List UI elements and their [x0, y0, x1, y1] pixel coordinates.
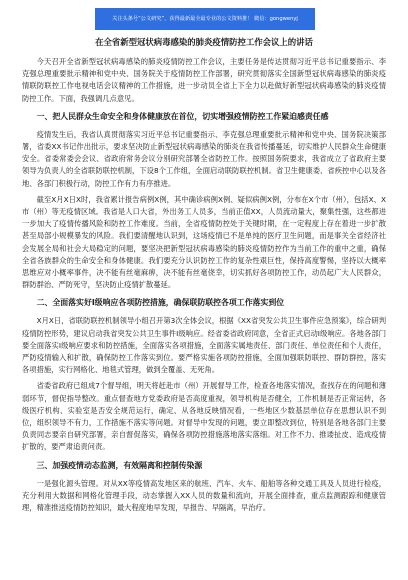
section-2-paragraph-2: 省委省政府已组成7个督导组，明天将赶赴市（州）开展督导工作，检查各地落实情况，查找存在的问题和薄弱环节，督促指导整改。重点督查地方党委政府是否高度重视，领导机构是否健全，工作机制是否正常运转，各级医疗机构、实验室是否安全规范运行，确定、从各地反映情况看，一些地区少数基层单位存在思想认识不到位，组织领导不有力，工作措施不落实等问题。对督导中发现的问题，要立即整改到位，特别是各地各部门主要负责同志要亲自研究部署，亲自督促落实，确保各项防控措施落地落实落细。对工作不力、推诿扯皮、造成疫情扩散的，要严肃追责问责。: [22, 381, 386, 452]
section-1-heading: 一、把人民群众生命安全和身体健康放在首位，切实增强疫情防控工作紧迫感责任感: [36, 111, 329, 121]
document-body: [22, 56, 386, 518]
section-1-paragraph-2: 截至X月X日X时，我省累计报告病例X例，其中确诊病例X例、疑似病例X例，分布在X个市（州），包括X、X市（州）等无疫情区域。我省是人口大省，外出务工人员多，当前正值XX，人员流动量大，聚集性强，这些都进一步加大了疫情传播风险和防控工作难度。当前，全省疫情防控处于关键时期，在一定程度上存在着进一步扩散甚至局部小规模暴发的风险。我们要清醒地认识到，这场疫情已不是单纯的医疗卫生问题，而是事关全省经济社会发展全局和社会大局稳定的问题，要坚决把新型冠状病毒感染的肺炎疫情防控作为当前工作的重中之重，确保全省各族群众的生命安全和身体健康。我们要充分认识防控工作的复杂性艰巨性，保持高度警惕，坚持以大概率思维应对小概率事件，决不能有丝毫麻痹，决不能有丝毫侥幸，切实抓好各项防控工作，动员起广大人民群众，群防群治、严防死守，坚决防止疫情扩散蔓延。: [22, 194, 386, 290]
intro-paragraph: 今天召开全省新型冠状病毒感染的肺炎疫情防控工作会议，主要任务是传达贯彻习近平总书记重要指示、李克强总理重要批示精神和党中央、国务院关于疫情防控工作部署，研究贯彻落实全国新型冠状病毒感染的肺炎疫情联防联控工作电视电话会议精神的工作措施，进一步动员全省上下全力以赴做好新型冠状病毒感染的肺炎疫情防控工作。下面，我强调几点意见。: [22, 57, 386, 103]
promo-banner[interactable]: [95, 8, 315, 30]
promo-banner-text: 关注头条号“公文研究”，获得最新最全最专业的公文资料推！ 微信：gongwenyj: [112, 16, 298, 22]
section-1-paragraph-1: 疫情发生后，我省认真贯彻落实习近平总书记重要指示、李克强总理重要批示精神和党中央、国务院决策部署，省委XX书记作出批示，要求坚决防止新型冠状病毒感染的肺炎在我省传播蔓延，切实维护人民群众生命健康安全。省委常委会会议、省政府常务会议分别研究部署全省防控工作。按照国务院要求，我省成立了省政府主要领导为负责人的全省联防联控机制，下设8个工作组，全面启动联防联控机制。省卫生健康委、省疾控中心以及各地、各部门积极行动，防控工作有力有序推进。: [22, 129, 386, 188]
section-3-heading: 三、加强疫情动态监测，有效隔离和控制传染源: [36, 460, 203, 470]
document-title: 在全省新型冠状病毒感染的肺炎疫情防控工作会议上的讲话: [95, 37, 313, 47]
section-2-paragraph-1: X月X日，省联防联控机制领导小组召开第3次全体会议，根据《XX省突发公共卫生事件应急预案》，综合研判疫情防控形势，建议启动我省突发公共卫生事件Ⅰ级响应。经省委省政府同意，全省正式启动Ⅰ级响应。各地各部门要全面落实Ⅰ级响应要求和防控措施，全面落实各项措施，全面落实属地责任、部门责任、单位责任和个人责任，严防疫情输入和扩散，确保防控工作落实到位。要严格实施各项防控措施，全面加强联防联控、群防群控，落实各项措施，实行网格化、地毯式管理，做到全覆盖、无死角。: [22, 316, 386, 375]
section-3-paragraph-1: 一是强化源头管理。对从XX等疫情高发地区来的航班、汽车、火车、船舶等各种交通工具及人员进行检疫，充分利用大数据和网格化管理手段，动态掌握入XX人员的数量和流向，开展全面排查，重点监测跟踪和健康管理，精准推送疫情防控知识，最大程度地早发现，早报告、早隔离，早治疗。: [22, 478, 386, 513]
section-2-heading: 二、全面落实好Ⅰ级响应各项防控措施，确保联防联控各项工作落实到位: [36, 298, 285, 308]
